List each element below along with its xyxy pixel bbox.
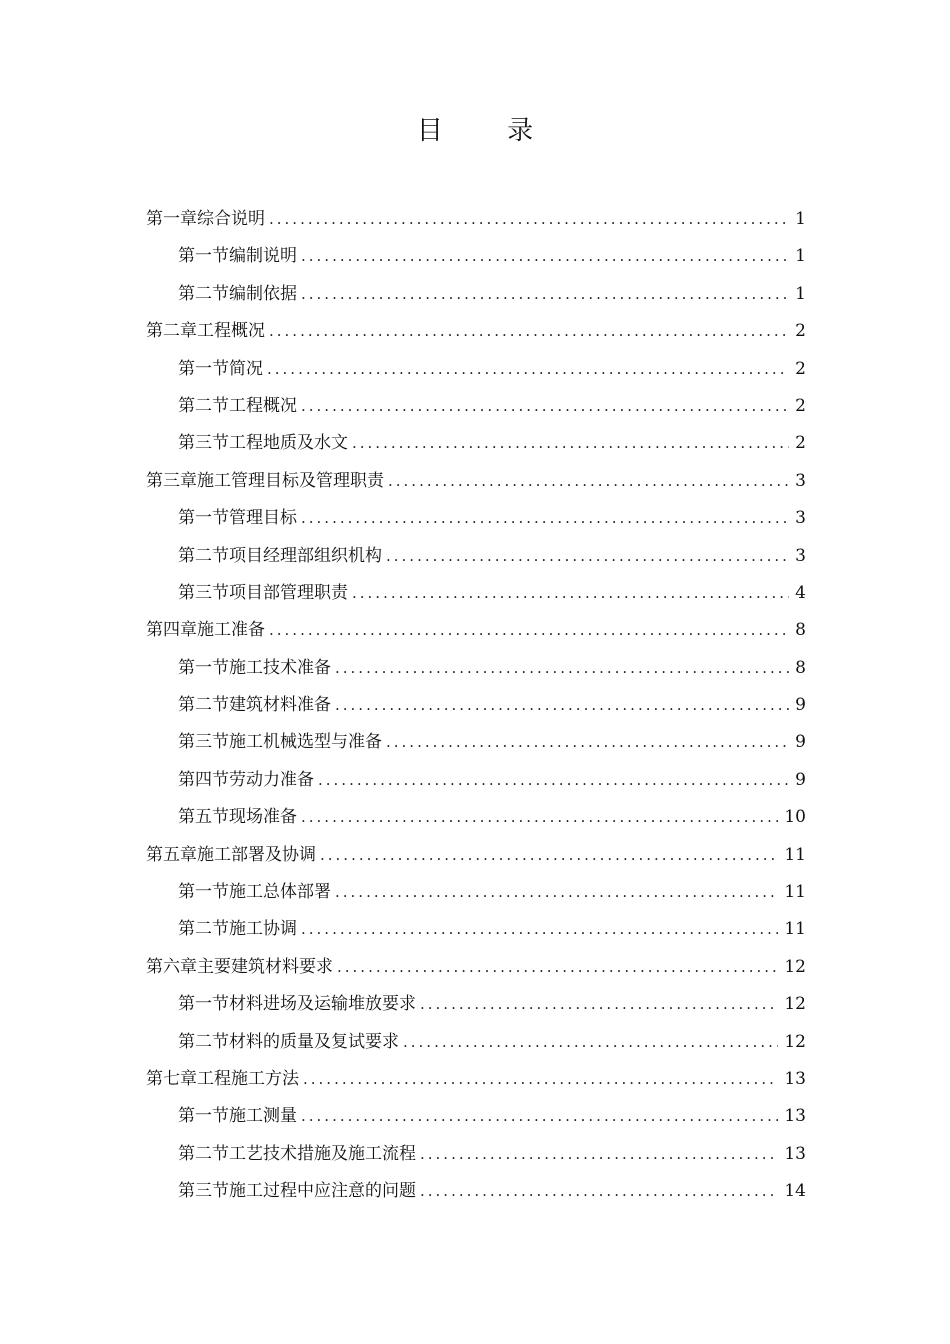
- toc-dot-leader: [320, 837, 778, 874]
- toc-section-entry[interactable]: [146, 238, 806, 275]
- toc-entry-label: 第一节: [178, 508, 229, 529]
- toc-entry-label: 第一章: [146, 209, 197, 229]
- toc-page-number: 11: [784, 882, 806, 903]
- toc-entry-label: 第一节: [178, 358, 229, 379]
- toc-page-number: 2: [795, 395, 806, 416]
- toc-page-number: 3: [795, 508, 806, 529]
- toc-entry-label: 第七章: [146, 1068, 197, 1089]
- toc-entry-title: 编制依据: [229, 283, 297, 304]
- toc-section-entry[interactable]: [146, 762, 806, 799]
- toc-page-number: 13: [784, 1068, 806, 1089]
- toc-entry-label: 第四节: [178, 769, 229, 790]
- toc-dot-leader: [386, 538, 789, 575]
- toc-dot-leader: [269, 313, 789, 350]
- toc-entry-label: 第四章: [146, 620, 197, 641]
- toc-section-entry[interactable]: [146, 500, 806, 537]
- toc-chapter-entry[interactable]: [146, 463, 806, 500]
- toc-dot-leader: [303, 1061, 778, 1098]
- toc-page-number: 2: [795, 321, 806, 342]
- toc-dot-leader: [269, 201, 789, 238]
- toc-section-entry[interactable]: [146, 276, 806, 313]
- toc-entry-title: 施工协调: [229, 919, 297, 940]
- toc-entry-title: 工程施工方法: [197, 1068, 299, 1089]
- toc-section-entry[interactable]: [146, 911, 806, 948]
- toc-page-number: 8: [795, 620, 806, 641]
- table-of-contents: [146, 201, 806, 1211]
- toc-page-number: 11: [784, 844, 806, 865]
- toc-entry-title: 施工准备: [197, 620, 265, 641]
- toc-entry-label: 第五章: [146, 844, 197, 865]
- toc-entry-label: 第二节: [178, 395, 229, 416]
- page-title: 目 录: [416, 116, 562, 146]
- toc-entry-title: 简况: [229, 358, 263, 379]
- toc-entry-title: 施工总体部署: [229, 882, 331, 903]
- toc-entry-label: 第二节: [178, 283, 229, 304]
- toc-chapter-entry[interactable]: [146, 1061, 806, 1098]
- toc-section-entry[interactable]: [146, 538, 806, 575]
- toc-page-number: 13: [784, 1143, 806, 1164]
- toc-page-number: 12: [784, 1031, 806, 1052]
- toc-section-entry[interactable]: [146, 425, 806, 462]
- toc-dot-leader: [301, 1098, 778, 1135]
- toc-entry-label: 第五节: [178, 807, 229, 828]
- toc-dot-leader: [403, 1024, 778, 1061]
- toc-dot-leader: [318, 762, 789, 799]
- toc-entry-title: 编制说明: [229, 246, 297, 267]
- toc-page-number: 4: [795, 582, 806, 603]
- toc-entry-label: 第二节: [178, 1143, 229, 1164]
- toc-entry-label: 第三节: [178, 433, 229, 454]
- toc-page-number: 9: [795, 732, 806, 753]
- toc-chapter-entry[interactable]: [146, 949, 806, 986]
- toc-page-number: 2: [795, 358, 806, 379]
- toc-entry-title: 项目经理部组织机构: [229, 545, 382, 566]
- toc-entry-label: 第三节: [178, 1181, 229, 1202]
- toc-section-entry[interactable]: [146, 1024, 806, 1061]
- toc-section-entry[interactable]: [146, 986, 806, 1023]
- toc-dot-leader: [301, 911, 778, 948]
- toc-dot-leader: [301, 276, 789, 313]
- toc-page-number: 11: [784, 919, 806, 940]
- toc-page-number: 3: [795, 470, 806, 491]
- toc-entry-label: 第一节: [178, 994, 229, 1015]
- toc-dot-leader: [352, 425, 789, 462]
- toc-chapter-entry[interactable]: [146, 313, 806, 350]
- toc-section-entry[interactable]: [146, 575, 806, 612]
- toc-section-entry[interactable]: [146, 1136, 806, 1173]
- toc-dot-leader: [335, 687, 789, 724]
- toc-entry-title: 劳动力准备: [229, 769, 314, 790]
- toc-section-entry[interactable]: [146, 388, 806, 425]
- toc-section-entry[interactable]: [146, 799, 806, 836]
- toc-entry-label: 第二章: [146, 321, 197, 342]
- toc-dot-leader: [420, 986, 778, 1023]
- toc-page-number: 1: [795, 246, 806, 267]
- toc-entry-title: 工程概况: [197, 321, 265, 342]
- toc-entry-label: 第二节: [178, 919, 229, 940]
- toc-entry-title: 施工机械选型与准备: [229, 732, 382, 753]
- toc-section-entry[interactable]: [146, 1098, 806, 1135]
- toc-page-number: 13: [784, 1106, 806, 1127]
- toc-section-entry[interactable]: [146, 1173, 806, 1210]
- toc-page-number: 9: [795, 695, 806, 716]
- toc-entry-title: 材料的质量及复试要求: [229, 1031, 399, 1052]
- toc-entry-label: 第二节: [178, 545, 229, 566]
- toc-dot-leader: [352, 575, 789, 612]
- toc-entry-title: 材料进场及运输堆放要求: [229, 994, 416, 1015]
- toc-entry-title: 施工部署及协调: [197, 844, 316, 865]
- toc-page-number: 12: [784, 956, 806, 977]
- toc-section-entry[interactable]: [146, 351, 806, 388]
- toc-entry-label: 第六章: [146, 956, 197, 977]
- toc-chapter-entry[interactable]: [146, 201, 806, 238]
- toc-entry-title: 现场准备: [229, 807, 297, 828]
- toc-entry-title: 施工过程中应注意的问题: [229, 1181, 416, 1202]
- toc-dot-leader: [301, 388, 789, 425]
- toc-dot-leader: [335, 650, 789, 687]
- toc-dot-leader: [301, 500, 789, 537]
- toc-page-number: 12: [784, 994, 806, 1015]
- toc-page-number: 9: [795, 769, 806, 790]
- toc-page-number: 10: [784, 807, 806, 828]
- toc-dot-leader: [388, 463, 789, 500]
- toc-page-number: 14: [784, 1181, 806, 1202]
- toc-entry-title: 项目部管理职责: [229, 582, 348, 603]
- toc-entry-label: 第二节: [178, 1031, 229, 1052]
- toc-dot-leader: [335, 874, 778, 911]
- toc-entry-label: 第三节: [178, 732, 229, 753]
- toc-section-entry[interactable]: [146, 650, 806, 687]
- toc-entry-label: 第一节: [178, 246, 229, 267]
- toc-chapter-entry[interactable]: [146, 612, 806, 649]
- toc-page-number: 1: [795, 209, 806, 229]
- toc-page-number: 3: [795, 545, 806, 566]
- toc-dot-leader: [269, 612, 789, 649]
- toc-page-number: 1: [795, 283, 806, 304]
- toc-section-entry[interactable]: [146, 724, 806, 761]
- toc-page-number: 2: [795, 433, 806, 454]
- toc-chapter-entry[interactable]: [146, 837, 806, 874]
- toc-section-entry[interactable]: [146, 687, 806, 724]
- toc-dot-leader: [420, 1173, 778, 1210]
- toc-dot-leader: [267, 351, 789, 388]
- toc-entry-label: 第三章: [146, 470, 197, 491]
- toc-entry-title: 工艺技术措施及施工流程: [229, 1143, 416, 1164]
- toc-dot-leader: [301, 238, 789, 275]
- toc-entry-title: 建筑材料准备: [229, 695, 331, 716]
- toc-entry-label: 第一节: [178, 1106, 229, 1127]
- toc-entry-title: 施工测量: [229, 1106, 297, 1127]
- toc-entry-label: 第一节: [178, 657, 229, 678]
- toc-entry-title: 施工技术准备: [229, 657, 331, 678]
- toc-entry-label: 第三节: [178, 582, 229, 603]
- toc-entry-title: 管理目标: [229, 508, 297, 529]
- toc-entry-label: 第一节: [178, 882, 229, 903]
- toc-entry-title: 施工管理目标及管理职责: [197, 470, 384, 491]
- toc-entry-title: 工程概况: [229, 395, 297, 416]
- toc-entry-title: 综合说明: [197, 209, 265, 229]
- toc-dot-leader: [301, 799, 778, 836]
- toc-dot-leader: [420, 1136, 778, 1173]
- toc-dot-leader: [386, 724, 789, 761]
- toc-page-number: 8: [795, 657, 806, 678]
- toc-entry-title: 主要建筑材料要求: [197, 956, 333, 977]
- toc-dot-leader: [337, 949, 778, 986]
- toc-entry-label: 第二节: [178, 695, 229, 716]
- toc-section-entry[interactable]: [146, 874, 806, 911]
- toc-entry-title: 工程地质及水文: [229, 433, 348, 454]
